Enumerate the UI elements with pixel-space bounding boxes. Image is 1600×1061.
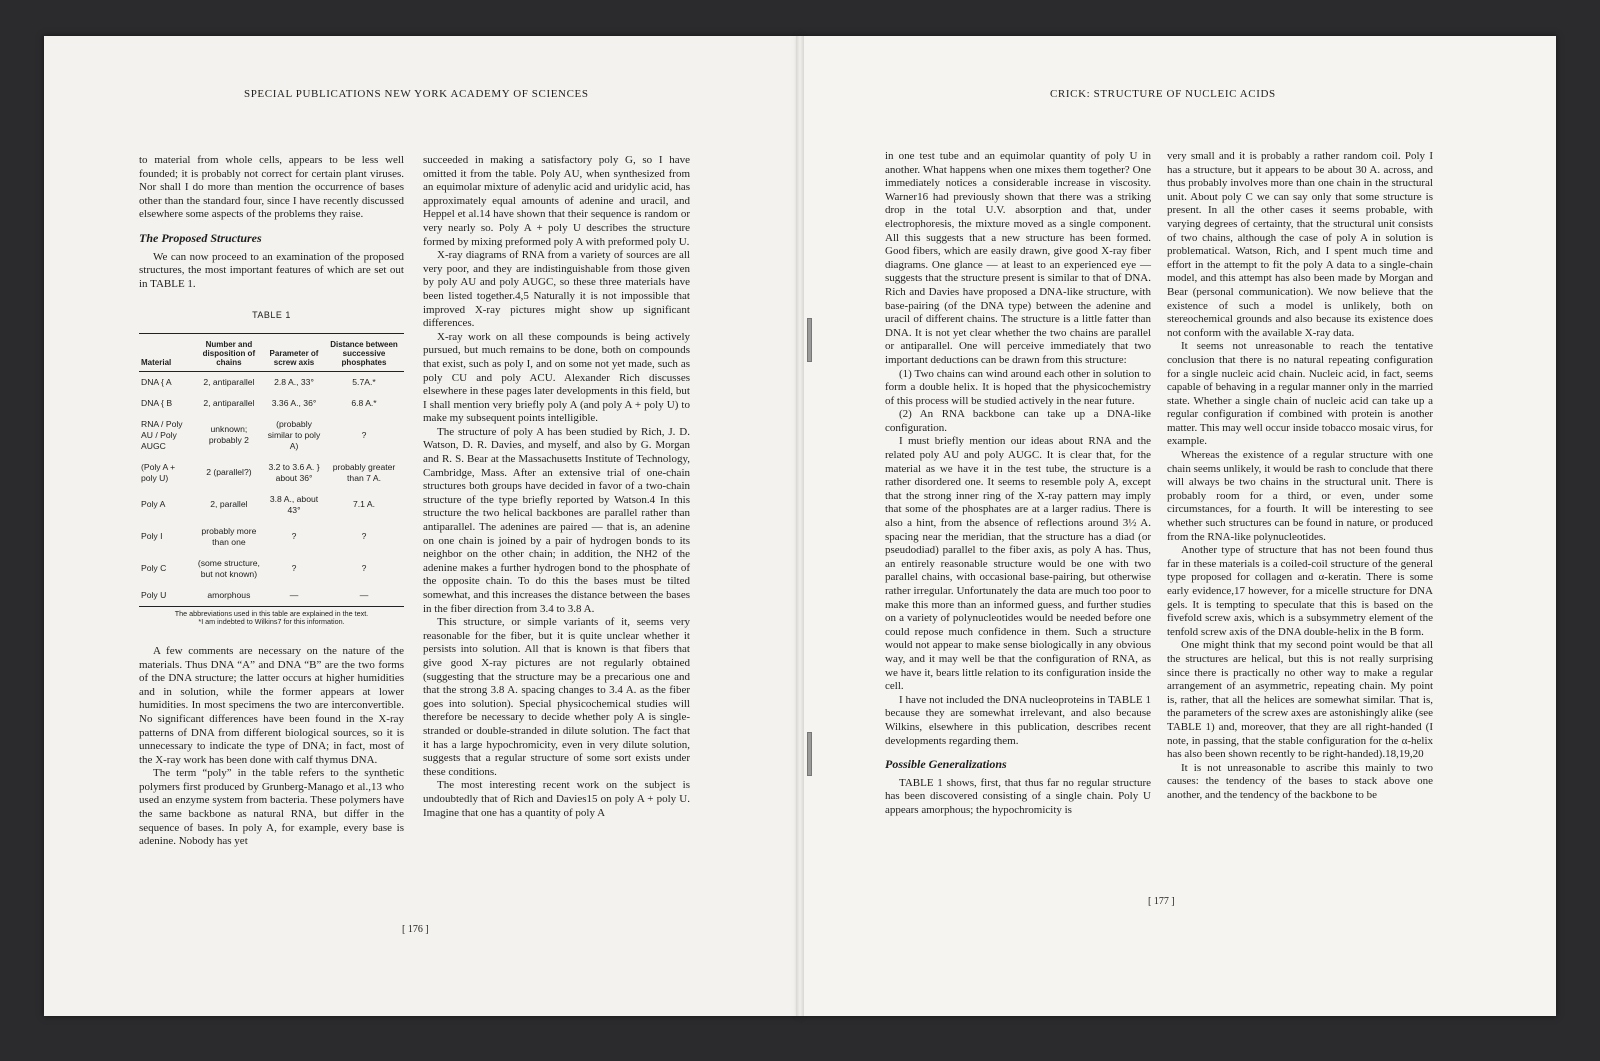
paragraph: I have not included the DNA nucleoproteins in TABLE 1 because they are somewhat irrelevant, and also because Wilkins, elsewhere in this publication, describes recent developments regarding them.	[885, 693, 1151, 747]
page-number-left: [ 176 ]	[402, 924, 429, 935]
table-cell: —	[264, 585, 324, 607]
paragraph: I must briefly mention our ideas about RNA and the related poly AU and poly AUGC. It is clear that, for the material as we have it in the test tube, the structure is a rather disordered one. It seems to resemble poly A, except that the strong inner ring of the X-ray pattern may imply that some of the phosphates are at a larger radius. There is also a hint, from the absence of reflections around 3½ A. spacing near the meridian, that the structure has a diad (or pseudodiad) parallel to the fiber axis, as poly A has. Thus, an entirely reasonable structure would be one with two parallel chains, with occasional base-pairing, but otherwise rather irregular. Unfortunately the data are much too poor to make this more than an informed guess, and further studies on a variety of polynucleotides would be needed before one could repose much confidence in them. Such a structure would not appear to make sense biologically in any obvious way, and it may well be that the configuration of RNA, as we have it, bears little relation to its configuration inside the cell.	[885, 435, 1151, 693]
table-header: Parameter of screw axis	[264, 333, 324, 371]
right-col-1	[885, 150, 1151, 818]
table-footnote-line: The abbreviations used in this table are explained in the text.	[174, 608, 369, 618]
table-row	[139, 457, 404, 489]
table-cell: ?	[361, 563, 367, 574]
paragraph: This structure, or simple variants of it, seems very reasonable for the fiber, but it is quite unclear whether it persists into solution. All that is known is that fibers that give good X-ray pictures are not regularly obtained (suggesting that the structure may be a precarious one and that the strong 3.8 A. spacing changes to 3.4 A. as the fiber goes into solution). Special physicochemical studies will therefore be necessary to decide whether poly A is single-stranded or double-stranded in dilute solution. The fact that it has a large hypochromicity, even in very dilute solution, suggests that a regular structure of some sort exists under these conditions.	[423, 616, 690, 778]
paragraph: The term “poly” in the table refers to the synthetic polymers first produced by Grunberg-Manago et al.,13 who used an enzyme system from bacteria. These polymers have the same backbone as natural RNA, but differ in the sequence of bases. In poly A, for example, every base is adenine. Nobody has yet	[139, 767, 404, 848]
paragraph: A few comments are necessary on the nature of the materials. Thus DNA “A” and DNA “B” are the two forms of the DNA structure; the latter occurs at higher humidities and in solution, while the former appears at lower humidities. In most specimens the two are interconvertible. No significant differences have been found in the X-ray patterns of DNA from different biological sources, so it is unnecessary to indicate the type of DNA; in fact, most of the X-ray work has been done with calf thymus DNA.	[139, 644, 404, 766]
table-cell: (Poly A + poly U)	[141, 461, 176, 483]
table-row	[139, 371, 404, 393]
left-col-1	[139, 154, 404, 849]
table-cell: 2 (parallel?)	[206, 467, 252, 478]
table-cell: ?	[291, 531, 297, 542]
table-cell: ?	[291, 563, 297, 574]
table-cell: DNA { B	[141, 397, 173, 408]
table-row	[139, 393, 404, 414]
paragraph: Another type of structure that has not been found thus far in these materials is a coiled-coil structure of the general type proposed for collagen and α-keratin. There is some early evidence,17 however, for a micelle structure for DNA gels. It is tempting to speculate that this is based on the fivefold screw axis, which is a subsymmetry element of the tenfold screw axis of the DNA double-helix in the B form.	[1167, 544, 1433, 638]
paragraph: very small and it is probably a rather random coil. Poly I has a structure, but it appears to be about 30 A. across, and thus probably involves more than one chain in the structural unit. About poly C we can say only that some structure is present. In all the other cases it seems probable, with varying degrees of certainty, that the structural unit consists of two chains, although the case of poly A in solution is problematical. Watson, Rich, and I spent much time and effort in the attempt to fit the poly A data to a single-chain model, and this attempt has also been made by Morgan and Bear (personal communication). We now believe that the existence of such a model is unlikely, both on stereochemical grounds and also because its existence does not conform with the available X-ray data.	[1167, 150, 1433, 339]
paragraph: succeeded in making a satisfactory poly G, so I have omitted it from the table. Poly AU, when synthesized from an equimolar mixture of adenylic acid and uridylic acid, has approximately equal amounts of adenine and uracil, and Heppel et al.14 have shown that their sequence is random or very nearly so. Poly A + poly U describes the structure formed by mixing preformed poly A with preformed poly U.	[423, 154, 690, 248]
table-footnote	[139, 610, 404, 627]
table-cell: —	[324, 585, 404, 607]
table-cell: 5.7A.*	[352, 376, 376, 387]
table-cell: ?	[361, 531, 367, 542]
table-cell: 6.8 A.*	[351, 397, 377, 408]
page-number-right: [ 177 ]	[1148, 896, 1175, 907]
table-row	[139, 585, 404, 607]
paragraph: The most interesting recent work on the subject is undoubtedly that of Rich and Davies15 on poly A + poly U. Imagine that one has a quantity of poly A	[423, 779, 690, 819]
table-cell: (probably similar to poly A)	[267, 418, 321, 451]
staple-bottom	[807, 732, 812, 776]
table-cell: Poly U	[139, 585, 194, 607]
table-cell: RNA / Poly AU / Poly AUGC	[141, 418, 183, 451]
table-cell: 2, parallel	[210, 499, 248, 510]
left-col-2	[423, 154, 690, 820]
table-cell: Poly I	[141, 531, 163, 542]
paragraph: (1) Two chains can wind around each other in solution to form a double helix. It is hoped that the physicochemistry of this process will be studied actively in the near future.	[885, 367, 1151, 407]
paragraph: TABLE 1 shows, first, that thus far no regular structure has been discovered consisting of a single chain. Poly U appears amorphous; the hypochromicity is	[885, 776, 1151, 816]
section-heading: Possible Generalizations	[885, 757, 1007, 772]
paragraph: The structure of poly A has been studied by Rich, J. D. Watson, D. R. Davies, and myself, and also by G. Morgan and R. S. Bear at the Massachusetts Institute of Technology, Cambridge, Mass. After an extensive trial of one-chain structures both groups have decided in favor of a two-chain structure of the type briefly reported by Watson.4 In this structure the two helical backbones are parallel rather than antiparallel. The adenines are paired — that is, an adenine on one chain is joined by a pair of hydrogen bonds to its neighbor on the other chain; in addition, the NH2 of the adenine makes a further hydrogen bond to the phosphate of the opposite chain. To do this the bases must be tilted somewhat, and this increases the distance between the bases in the fiber direction from 3.4 to 3.8 A.	[423, 425, 690, 615]
table-row	[139, 553, 404, 585]
paragraph: X-ray diagrams of RNA from a variety of sources are all very poor, and they are indistinguishable from those given by poly AU and poly AUGC, so these three materials have been listed together.4,5 Naturally it is not impossible that improved X-ray pictures might show up significant differences.	[423, 249, 690, 330]
table-cell: amorphous	[194, 585, 264, 607]
table-header: Distance between successive phosphates	[324, 333, 404, 371]
table-header: Material	[139, 333, 194, 371]
table-row	[139, 489, 404, 521]
table-cell: probably more than one	[201, 525, 257, 547]
paragraph: X-ray work on all these compounds is being actively pursued, but much remains to be done, both on compounds that exist, such as poly I, and on some not yet made, such as poly CU and poly ACU. Alexander Rich discusses elsewhere in these pages later developments in this field, but I shall mention very briefly poly A (and poly A + poly U) to make my subsequent points intelligible.	[423, 330, 690, 425]
table-cell: 7.1 A.	[353, 499, 375, 510]
paragraph: We can now proceed to an examination of the proposed structures, the most important features of which are set out in TABLE 1.	[139, 250, 404, 290]
table-cell: ?	[361, 429, 367, 440]
paragraph: Whereas the existence of a regular structure with one chain seems unlikely, it would be rash to conclude that there will always be two chains in the structural unit. There is probably room for a third, or even, under some circumstances, for a fourth. It will be interesting to see whether such structures can be found in nature, or produced from the RNA-like polynucleotides.	[1167, 449, 1433, 543]
table-cell: Poly C	[141, 563, 167, 574]
table-cell: Poly A	[141, 499, 166, 510]
table-cell: 3.36 A., 36°	[271, 397, 317, 408]
paragraph: It seems not unreasonable to reach the tentative conclusion that there is no natural repeating configuration for a single nucleic acid chain. Nucleic acid, in fact, seems capable of behaving in a regular manner only in the married state. Whether a single chain of nucleic acid can take up a regular configuration if combined with protein is another matter. This may well occur inside tobacco mosaic virus, for example.	[1167, 340, 1433, 448]
table-row	[139, 521, 404, 553]
table-cell: 2, antiparallel	[203, 376, 255, 387]
table-1	[139, 333, 404, 607]
paragraph: It is not unreasonable to ascribe this mainly to two causes: the tendency of the bases to stack above one another, and the tendency of the backbone to be	[1167, 761, 1433, 801]
running-head-left: SPECIAL PUBLICATIONS NEW YORK ACADEMY OF SCIENCES	[244, 88, 589, 100]
table-header: Number and disposition of chains	[194, 333, 264, 371]
paragraph: (2) An RNA backbone can take up a DNA-like configuration.	[885, 408, 1151, 434]
table-title: TABLE 1	[252, 310, 291, 321]
section-heading: The Proposed Structures	[139, 230, 262, 245]
table-footnote-line: *I am indebted to Wilkins7 for this information.	[198, 617, 345, 627]
table-cell: 3.8 A., about 43°	[269, 493, 319, 515]
running-head-right: CRICK: STRUCTURE OF NUCLEIC ACIDS	[1050, 88, 1276, 100]
staple-top	[807, 318, 812, 362]
table-cell: 3.2 to 3.6 A. } about 36°	[268, 461, 320, 483]
table-row	[139, 414, 404, 457]
table-header-row	[139, 333, 404, 371]
paragraph: One might think that my second point would be that all the structures are helical, but this is not really surprising since there is practically no other way to make a regular arrangement of an asymmetric, repeating chain. My point is, rather, that all the helices are somewhat similar. That is, the parameters of the screw axes are astonishingly alike (see TABLE 1) and, moreover, that they are all right-handed (I note, in passing, that the stable configuration for the α-helix has also been shown recently to be right-handed).18,19,20	[1167, 639, 1433, 761]
table-cell: DNA { A	[141, 376, 172, 387]
right-col-2	[1167, 150, 1433, 803]
spine	[796, 36, 804, 1016]
table-cell: (some structure, but not known)	[197, 557, 260, 579]
table-cell: probably greater than 7 A.	[332, 461, 396, 483]
table-cell: 2, antiparallel	[203, 397, 255, 408]
paragraph: to material from whole cells, appears to be less well founded; it is probably not correct for certain plant viruses. Nor shall I do more than mention the occurrence of bases other than the standard four, since I have recently discussed elsewhere some aspects of the problems they raise.	[139, 154, 404, 221]
table-cell: unknown; probably 2	[208, 424, 249, 446]
paragraph: in one test tube and an equimolar quantity of poly U in another. What happens when one mixes them together? One immediately notices a considerable increase in viscosity. Warner16 had previously shown that there was a striking drop in the total U.V. absorption and that, under electrophoresis, the mixture moved as a single component. All this suggests that a new structure has been formed. Good fibers, which are easily drawn, give good X-ray fiber diagrams. One glance — at least to an experienced eye — suggests that the structure present is similar to that of DNA. Rich and Davies have proposed a DNA-like structure, with base-pairing (of the DNA type) between the adenine and uracil of different chains. The structure is a little fatter than DNA. It is not yet clear whether the two chains are parallel or antiparallel. One will perceive immediately that two important deductions can be drawn from this structure:	[885, 150, 1151, 366]
table-cell: 2.8 A., 33°	[274, 376, 314, 387]
